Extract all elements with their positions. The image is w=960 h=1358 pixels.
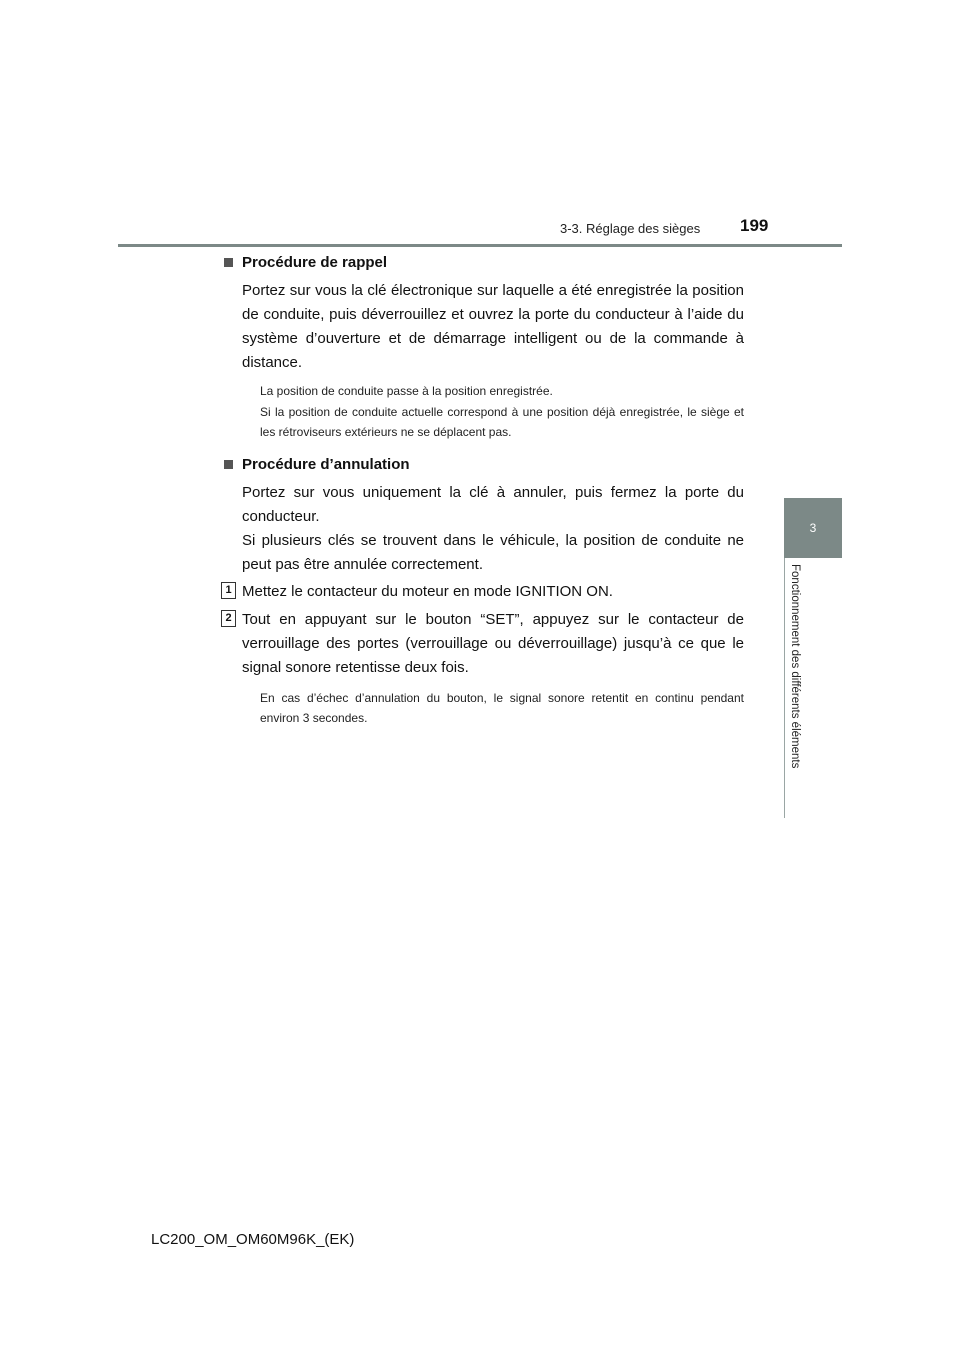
page-number: 199 xyxy=(740,216,769,235)
chapter-tab-line xyxy=(784,558,785,818)
section-body-paragraph: Portez sur vous uniquement la clé à annuler, puis fermez la porte du conducteur. xyxy=(242,484,744,525)
section-note: Si la position de conduite actuelle correspond à une position déjà enregistrée, le siège et les rétroviseurs extérieurs ne se déplacent pas. xyxy=(260,405,744,439)
step-text: Mettez le contacteur du moteur en mode IGNITION ON. xyxy=(242,583,613,600)
procedure-step xyxy=(225,608,744,680)
step-number-box: 1 xyxy=(221,582,236,599)
section-note: La position de conduite passe à la position enregistrée. xyxy=(260,384,553,398)
header-section-title: 3-3. Réglage des sièges xyxy=(560,221,701,236)
step-text: Tout en appuyant sur le bouton “SET”, appuyez sur le contacteur de verrouillage des portes (verrouillage ou déverrouillage) jusqu’à ce que le signal sonore retentisse deux fois. xyxy=(242,611,744,676)
chapter-tab-label: Fonctionnement des différents éléments xyxy=(789,564,801,769)
section-heading-text: Procédure de rappel xyxy=(242,254,388,271)
section-body-paragraph: Portez sur vous la clé électronique sur laquelle a été enregistrée la position de conduite, puis déverrouillez et ouvrez la porte du conducteur à l’aide du système d’ouverture et de démarrage intelligent ou de la commande à distance. xyxy=(242,282,744,371)
procedure-step xyxy=(225,580,744,604)
section-heading-text: Procédure d’annulation xyxy=(242,456,410,473)
section-body-paragraph: Si plusieurs clés se trouvent dans le véhicule, la position de conduite ne peut pas être annulée correctement. xyxy=(242,532,744,573)
square-bullet-icon xyxy=(224,258,233,267)
section-heading-annulation xyxy=(220,454,744,476)
section-note: En cas d’échec d’annulation du bouton, le signal sonore retentit en continu pendant environ 3 secondes. xyxy=(260,691,744,725)
step-number-box: 2 xyxy=(221,610,236,627)
chapter-tab-number: 3 xyxy=(809,521,817,535)
square-bullet-icon xyxy=(224,460,233,469)
document-id: LC200_OM_OM60M96K_(EK) xyxy=(151,1231,355,1248)
header-divider xyxy=(118,244,842,247)
section-heading-rappel xyxy=(220,252,744,274)
page-content xyxy=(220,252,744,728)
